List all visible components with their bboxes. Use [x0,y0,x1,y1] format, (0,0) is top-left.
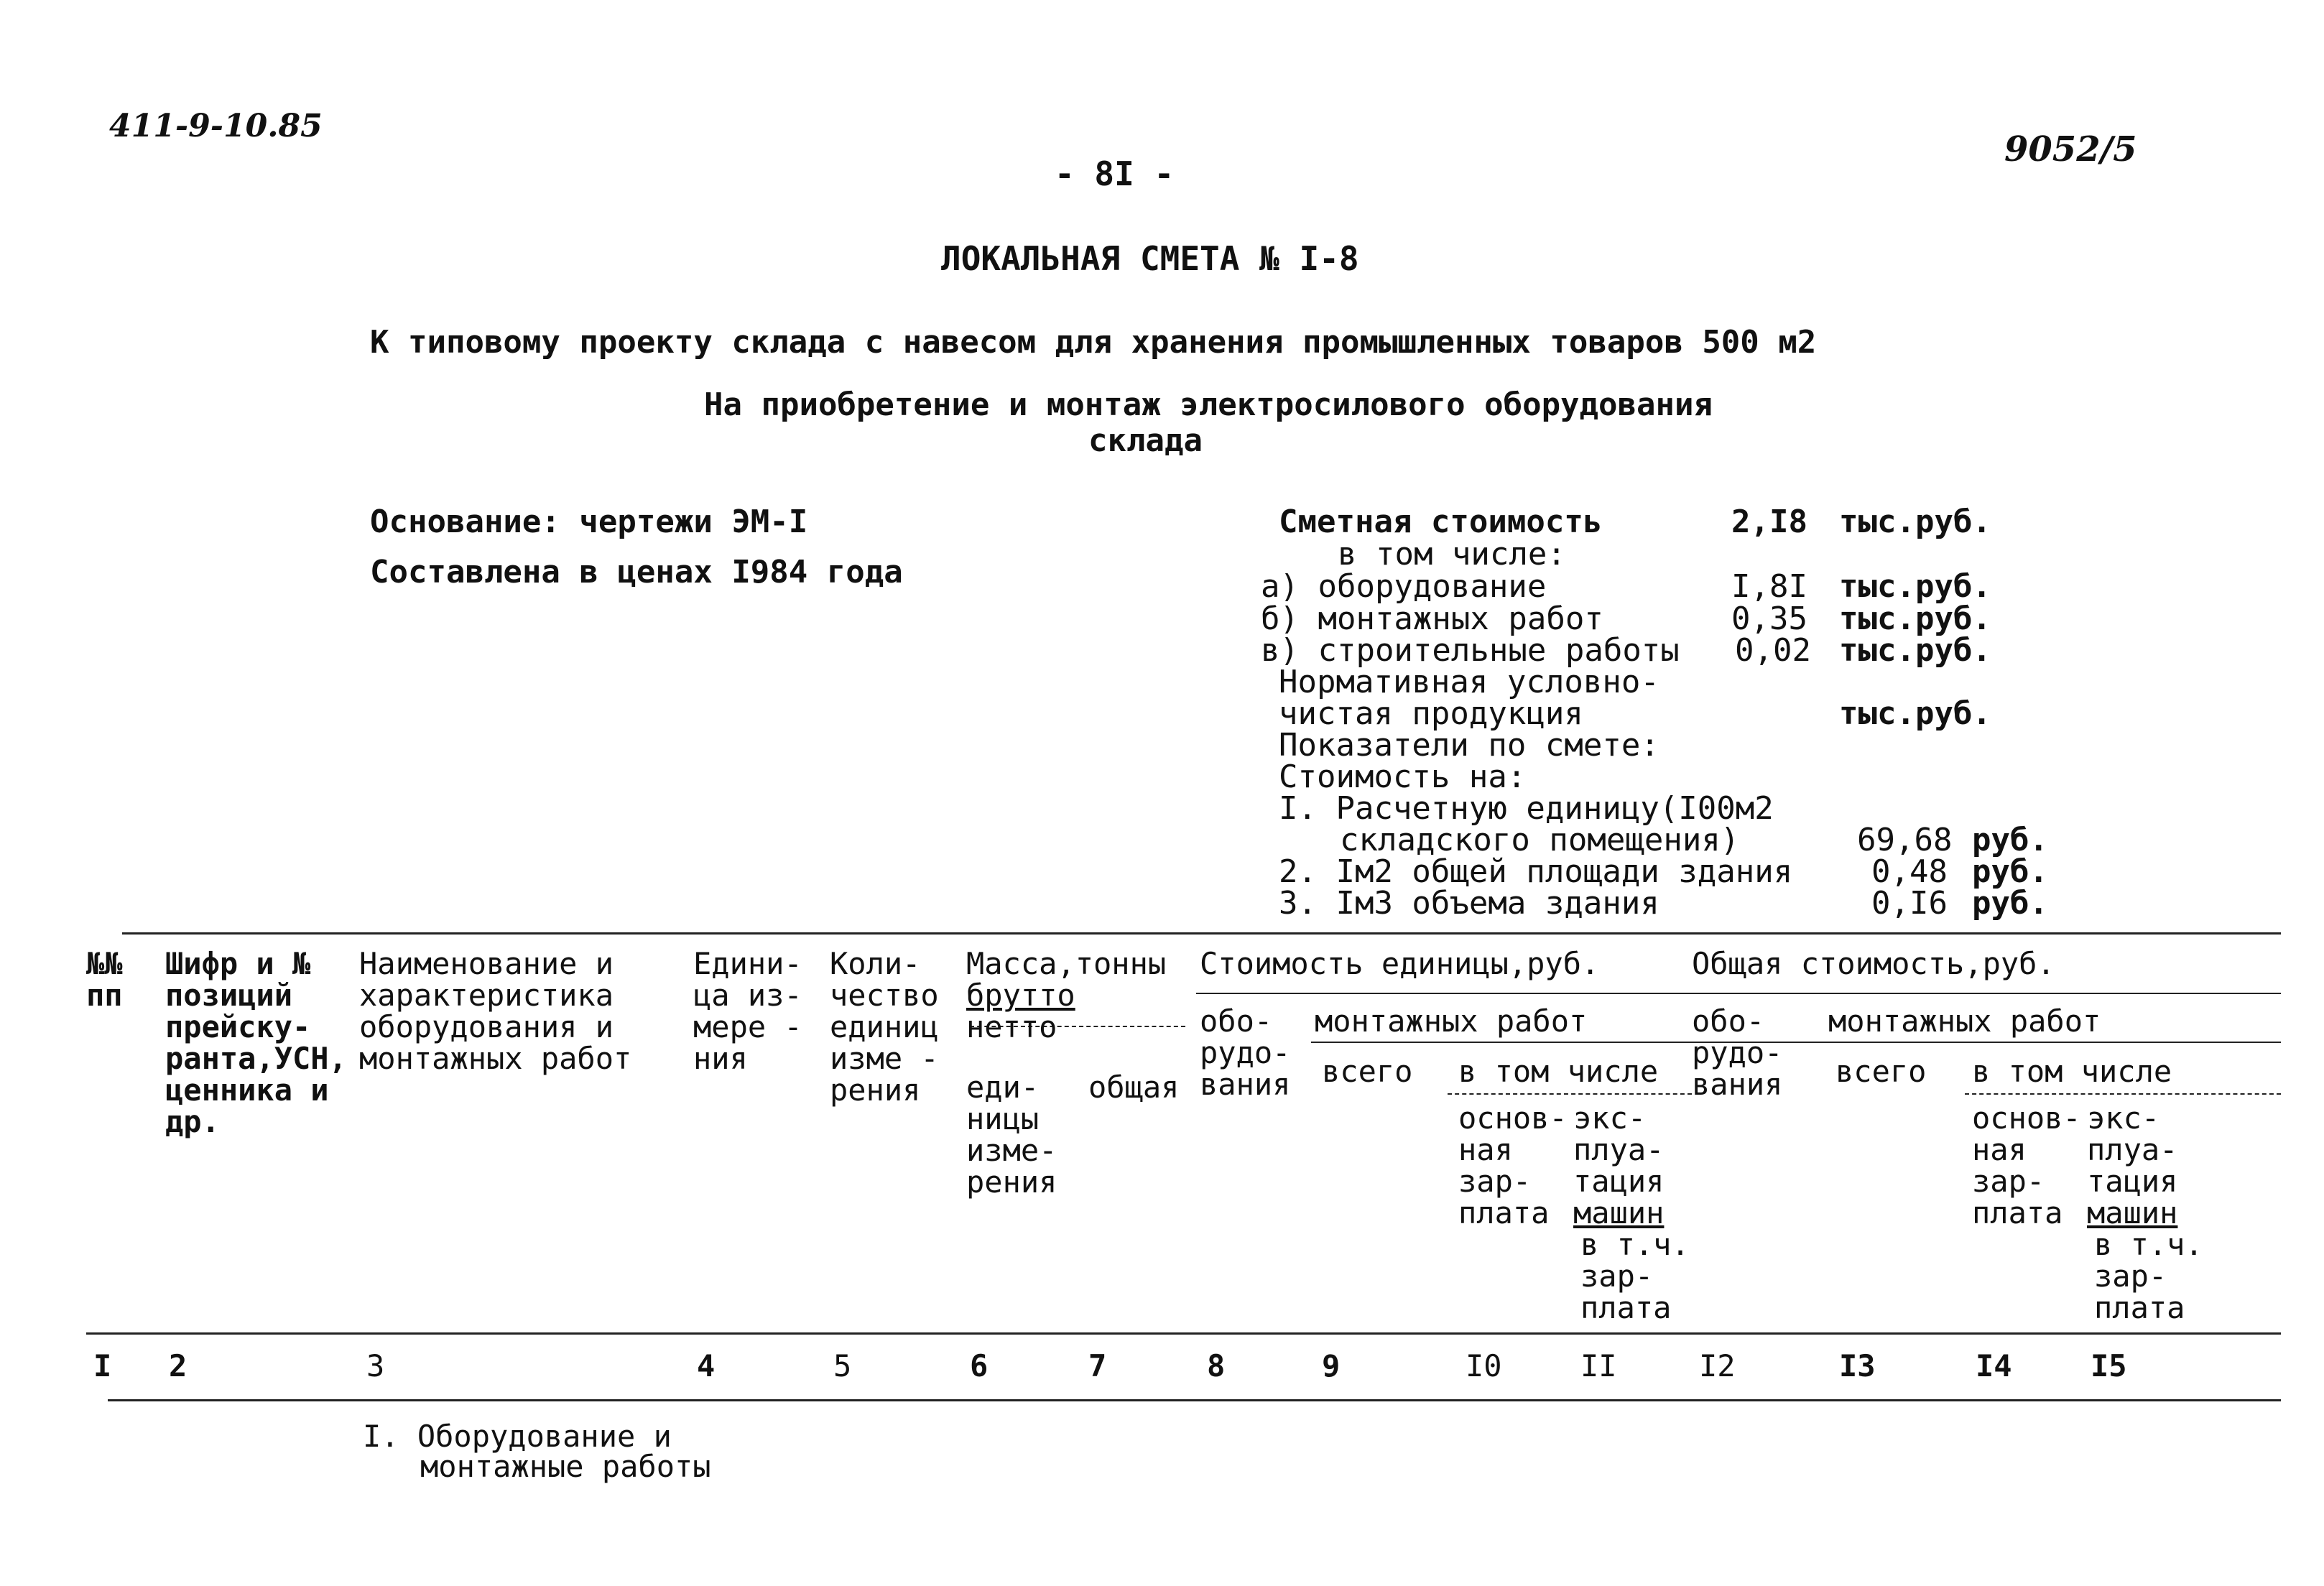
column-number-8: 8 [1207,1348,1226,1383]
total-cost-group-header: Общая стоимость,руб. [1692,946,2055,981]
including-rule-2 [1965,1093,2281,1095]
column-number-11: II [1580,1348,1617,1383]
total-incl-wage-header: в т.ч. зар- плата [2094,1227,2203,1325]
project-title: К типовому проекту склада с навесом для хранения промышленных товаров 500 м2 [370,324,1817,361]
unit-exploitation-header: экс- плуа- тация [1573,1100,1665,1199]
table-top-rule [122,932,2281,935]
column-number-9: 9 [1322,1348,1341,1383]
equipment-label: а) оборудование [1261,568,1547,605]
indicator-2-unit: руб. [1972,853,2048,890]
column-number-1: I [93,1348,112,1383]
unit-basic-wage-header: основ- ная зар- плата [1458,1100,1568,1230]
mounting-rule [1311,1042,2281,1043]
mounting-label: б) монтажных работ [1261,600,1603,637]
total-including-header: в том числе [1972,1054,2172,1089]
subject-line-2: склада [1088,422,1203,459]
indicator-1-unit: руб. [1972,822,2048,858]
column-number-4: 4 [697,1348,716,1383]
equipment-unit: тыс.руб. [1839,568,1991,605]
indicator-1-line-1: I. Расчетную единицу(I00м2 [1279,790,1774,827]
column-numbers-rule [108,1399,2281,1401]
estimated-cost-label: Сметная стоимость [1279,504,1603,540]
cost-per-label: Стоимость на: [1279,759,1527,795]
estimated-cost-unit: тыс.руб. [1839,504,1991,540]
construction-value: 0,02 [1735,632,1811,669]
column-number-3: 3 [366,1348,385,1383]
total-mounting-header: монтажных работ [1828,1003,2101,1039]
indicators-label: Показатели по смете: [1279,727,1659,764]
normative-line-2: чистая продукция [1279,695,1583,732]
mounting-unit: тыс.руб. [1839,600,1991,637]
normative-line-1: Нормативная условно- [1279,664,1659,700]
col-code-header: Шифр и № позиций прейску- ранта,УСН, ценника и др. [165,946,347,1139]
total-total-header: всего [1835,1054,1927,1089]
col-quantity-header: Коли- чество единиц изме - рения [830,946,939,1108]
unit-mounting-header: монтажных работ [1315,1003,1588,1039]
total-basic-wage-header: основ- ная зар- плата [1972,1100,2081,1230]
col-brutto-label: брутто [966,978,1075,1013]
unit-machines-label: машин [1573,1195,1665,1230]
indicator-1-line-2: складского помещения) [1340,822,1740,858]
column-number-13: I3 [1839,1348,1876,1383]
archive-code: 9052/5 [2004,129,2137,170]
estimate-title: ЛОКАЛЬНАЯ СМЕТА № I-8 [941,239,1359,278]
page-number: - 8I - [1055,154,1175,193]
column-number-10: I0 [1466,1348,1502,1383]
equipment-value: I,8I [1731,568,1807,605]
section-heading-line-1: I. Оборудование и [363,1419,672,1454]
indicator-3-value: 0,I6 [1871,885,1948,922]
column-number-2: 2 [169,1348,188,1383]
indicator-2-value: 0,48 [1871,853,1948,890]
header-bottom-rule [86,1332,2281,1335]
subject-line-1: На приобретение и монтаж электросилового оборудования [704,386,1713,423]
col-name-header: Наименование и характеристика оборудования и монтажных работ [359,946,632,1076]
estimated-cost-value: 2,I8 [1731,504,1807,540]
indicator-3-label: 3. Iм3 объема здания [1279,885,1659,922]
including-rule-1 [1448,1093,1692,1095]
indicator-3-unit: руб. [1972,885,2048,922]
normative-unit: тыс.руб. [1839,695,1991,732]
indicator-1-value: 69,68 [1857,822,1953,858]
column-number-5: 5 [833,1348,852,1383]
unit-total-header: всего [1322,1054,1413,1089]
column-number-12: I2 [1699,1348,1736,1383]
unit-cost-group-header: Стоимость единицы,руб. [1200,946,1600,981]
construction-unit: тыс.руб. [1839,632,1991,669]
section-heading-line-2: монтажные работы [420,1449,711,1484]
total-exploitation-header: экс- плуа- тация [2087,1100,2178,1199]
unit-cost-rule [1196,993,2281,994]
basis-drawings: Основание: чертежи ЭМ-I [370,504,808,540]
col-mass-unit-header: еди- ницы изме- рения [966,1070,1057,1200]
col-mass-header: Масса,тонны [966,946,1167,981]
unit-including-header: в том числе [1458,1054,1659,1089]
col-unit-header: Едини- ца из- мере - ния [693,946,802,1076]
unit-equipment-header: обо- рудо- вания [1200,1003,1291,1102]
column-number-14: I4 [1976,1348,2012,1383]
total-machines-label: машин [2087,1195,2178,1230]
col-number-header: №№ пп [86,946,123,1013]
col-netto-label: нетто [966,1009,1057,1044]
price-level: Составлена в ценах I984 года [370,554,903,590]
indicator-2-label: 2. Iм2 общей площади здания [1279,853,1793,890]
mounting-value: 0,35 [1731,600,1807,637]
column-number-6: 6 [970,1348,989,1383]
document-code: 411-9-10.85 [109,108,323,144]
including-label: в том числе: [1338,536,1566,572]
total-equipment-header: обо- рудо- вания [1692,1003,1783,1102]
construction-label: в) строительные работы [1261,632,1680,669]
col-mass-total-header: общая [1088,1070,1180,1105]
column-number-15: I5 [2091,1348,2127,1383]
column-number-7: 7 [1088,1348,1107,1383]
unit-incl-wage-header: в т.ч. зар- плата [1580,1227,1690,1325]
